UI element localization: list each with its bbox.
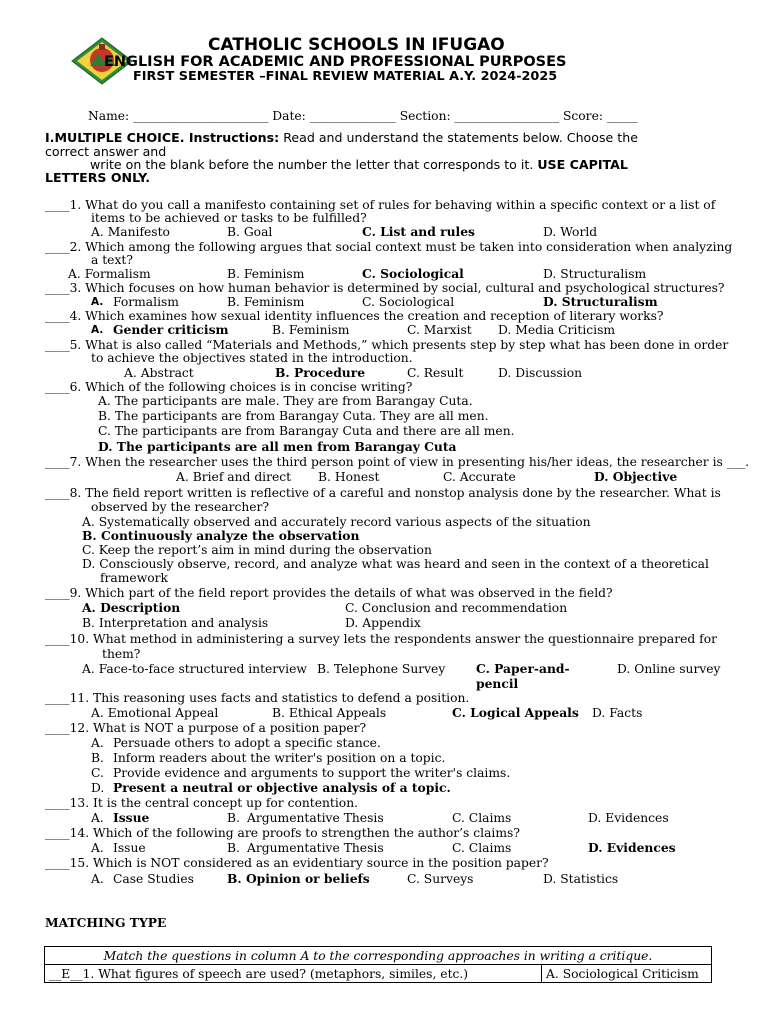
q7-option-c: C. Accurate [443, 470, 516, 484]
q4-option-a-letter: A. [91, 324, 104, 336]
q12-option-a-letter: A. [91, 736, 104, 750]
q3-option-a: Formalism [113, 295, 179, 309]
q10-option-c: C. Paper-and- [476, 661, 570, 676]
q11-option-d: D. Facts [592, 706, 643, 720]
q6-option-b: B. The participants are from Barangay Cuta. They are all men. [98, 409, 489, 423]
q15-option-a-letter: A. [91, 872, 104, 886]
q15-option-d: D. Statistics [543, 872, 619, 886]
question-9: ____9. Which part of the field report provides the details of what was observed in the field? [45, 586, 613, 600]
q4-option-d: D. Media Criticism [498, 323, 616, 337]
q3-option-d: D. Structuralism [543, 294, 658, 309]
q13-option-a-letter: A. [91, 811, 104, 825]
q2-option-b: B. Feminism [227, 267, 305, 281]
instructions-heading: I.MULTIPLE CHOICE. Instructions: [45, 130, 280, 145]
question-11: ____11. This reasoning uses facts and statistics to defend a position. [45, 691, 470, 705]
instructions-text-3: write on the blank before the number the letter that corresponds to it. [90, 157, 534, 172]
q15-option-c: C. Surveys [407, 872, 474, 886]
q11-option-c: C. Logical Appeals [452, 705, 579, 720]
q14-option-b: Argumentative Thesis [247, 841, 384, 855]
table-row [45, 965, 712, 983]
q14-option-a-letter: A. [91, 841, 104, 855]
q12-option-d-letter: D. [91, 781, 105, 795]
q14-option-d: D. Evidences [588, 840, 676, 855]
q9-option-c: C. Conclusion and recommendation [345, 601, 568, 615]
question-13: ____13. It is the central concept up for contention. [45, 796, 359, 810]
q4-option-c: C. Marxist [407, 323, 472, 337]
instructions-text-2: correct answer and [45, 144, 167, 159]
q10-option-a: A. Face-to-face structured interview [82, 662, 307, 676]
q10-option-d: D. Online survey [617, 662, 721, 676]
matching-heading: MATCHING TYPE [45, 915, 167, 930]
q11-option-a: A. Emotional Appeal [91, 706, 219, 720]
q1-option-d: D. World [543, 225, 598, 239]
school-name: CATHOLIC SCHOOLS IN IFUGAO [208, 35, 505, 55]
question-1-cont: items to be achieved or tasks to be fulfilled? [91, 211, 367, 225]
q1-option-b: B. Goal [227, 225, 273, 239]
question-5-cont: to achieve the objectives stated in the introduction. [91, 351, 413, 365]
q13-option-c: C. Claims [452, 811, 512, 825]
q6-option-d: D. The participants are all men from Barangay Cuta [98, 439, 457, 454]
question-12: ____12. What is NOT a purpose of a position paper? [45, 721, 367, 735]
student-info-line: Name: ______________________ Date: ______________ Section: _________________ Score: _____ [88, 109, 638, 123]
instructions-caps: USE CAPITAL [537, 157, 628, 172]
q6-option-a: A. The participants are male. They are from Barangay Cuta. [98, 394, 473, 408]
q10-option-b: B. Telephone Survey [317, 662, 446, 676]
matching-answer: A. Sociological Criticism [542, 965, 712, 983]
question-8: ____8. The field report written is reflective of a careful and nonstop analysis done by the researcher. What is [45, 486, 721, 500]
instructions-caps-2: LETTERS ONLY. [45, 170, 150, 185]
question-14: ____14. Which of the following are proofs to strengthen the author’s claims? [45, 826, 520, 840]
question-7: ____7. When the researcher uses the third person point of view in presenting his/her ideas, the researcher is ___. [45, 455, 750, 469]
q9-option-d: D. Appendix [345, 616, 421, 630]
q12-option-c-letter: C. [91, 766, 104, 780]
q14-option-b-letter: B. [227, 841, 240, 855]
question-8-cont: observed by the researcher? [91, 500, 270, 514]
q2-option-c: C. Sociological [362, 266, 464, 281]
q15-option-b: B. Opinion or beliefs [227, 871, 370, 886]
matching-instruction: Match the questions in column A to the corresponding approaches in writing a critique. [45, 947, 712, 965]
q1-option-a: A. Manifesto [91, 225, 170, 239]
material-title: FIRST SEMESTER –FINAL REVIEW MATERIAL A.Y. 2024-2025 [133, 69, 558, 84]
q9-option-b: B. Interpretation and analysis [82, 616, 269, 630]
q14-option-a: Issue [113, 841, 146, 855]
question-2: ____2. Which among the following argues that social context must be taken into consideration when analyzing [45, 240, 733, 254]
instructions-line-3 [90, 158, 628, 172]
q6-option-c: C. The participants are from Barangay Cuta and there are all men. [98, 424, 515, 438]
q12-option-b-letter: B. [91, 751, 104, 765]
q12-option-d: Present a neutral or objective analysis of a topic. [113, 780, 451, 795]
q5-option-c: C. Result [407, 366, 464, 380]
question-10: ____10. What method in administering a survey lets the respondents answer the questionnaire prepared for [45, 632, 717, 646]
q11-option-b: B. Ethical Appeals [272, 706, 387, 720]
q8-option-b: B. Continuously analyze the observation [82, 528, 360, 543]
q8-option-c: C. Keep the report’s aim in mind during the observation [82, 543, 432, 557]
q4-option-b: B. Feminism [272, 323, 350, 337]
q3-option-c: C. Sociological [362, 295, 455, 309]
q4-option-a: Gender criticism [113, 322, 229, 337]
q7-option-d: D. Objective [594, 469, 678, 484]
instructions-text-1: Read and understand the statements below. Choose the [283, 130, 638, 145]
question-1: ____1. What do you call a manifesto containing set of rules for behaving within a specific context or a list of [45, 198, 716, 212]
q7-option-a: A. Brief and direct [176, 470, 292, 484]
question-3: ____3. Which focuses on how human behavior is determined by social, cultural and psychological structures? [45, 281, 725, 295]
q5-option-d: D. Discussion [498, 366, 583, 380]
matching-table [44, 946, 712, 983]
q3-option-a-letter: A. [91, 296, 104, 308]
q10-option-c-cont: pencil [476, 676, 519, 691]
subject-title: ENGLISH FOR ACADEMIC AND PROFESSIONAL PURPOSES [104, 54, 567, 70]
matching-question: __E__1. What figures of speech are used? (metaphors, similes, etc.) [45, 965, 542, 983]
q5-option-a: A. Abstract [124, 366, 194, 380]
q8-option-d: D. Consciously observe, record, and analyze what was heard and seen in the context of a theoretical [82, 557, 709, 571]
q8-option-d-cont: framework [100, 571, 168, 585]
question-15: ____15. Which is NOT considered as an evidentiary source in the position paper? [45, 856, 549, 870]
q12-option-a: Persuade others to adopt a specific stance. [113, 736, 381, 750]
question-4: ____4. Which examines how sexual identity influences the creation and reception of literary works? [45, 309, 664, 323]
question-5: ____5. What is also called “Materials and Methods,” which presents step by step what has been done in order [45, 338, 729, 352]
q5-option-b: B. Procedure [275, 365, 366, 380]
q8-option-a: A. Systematically observed and accurately record various aspects of the situation [82, 515, 591, 529]
question-10-cont: them? [102, 647, 141, 661]
q13-option-b: Argumentative Thesis [247, 811, 384, 825]
q12-option-c: Provide evidence and arguments to support the writer's claims. [113, 766, 511, 780]
matching-instruction-row [45, 947, 712, 965]
q13-option-a: Issue [113, 810, 150, 825]
q13-option-d: D. Evidences [588, 811, 669, 825]
q2-option-d: D. Structuralism [543, 267, 647, 281]
question-2-cont: a text? [91, 253, 133, 267]
q2-option-a: A. Formalism [68, 267, 151, 281]
q13-option-b-letter: B. [227, 811, 240, 825]
q9-option-a: A. Description [82, 600, 181, 615]
q15-option-a: Case Studies [113, 872, 194, 886]
question-6: ____6. Which of the following choices is in concise writing? [45, 380, 413, 394]
q12-option-b: Inform readers about the writer's position on a topic. [113, 751, 446, 765]
q14-option-c: C. Claims [452, 841, 512, 855]
q3-option-b: B. Feminism [227, 295, 305, 309]
q7-option-b: B. Honest [318, 470, 380, 484]
q1-option-c: C. List and rules [362, 224, 475, 239]
